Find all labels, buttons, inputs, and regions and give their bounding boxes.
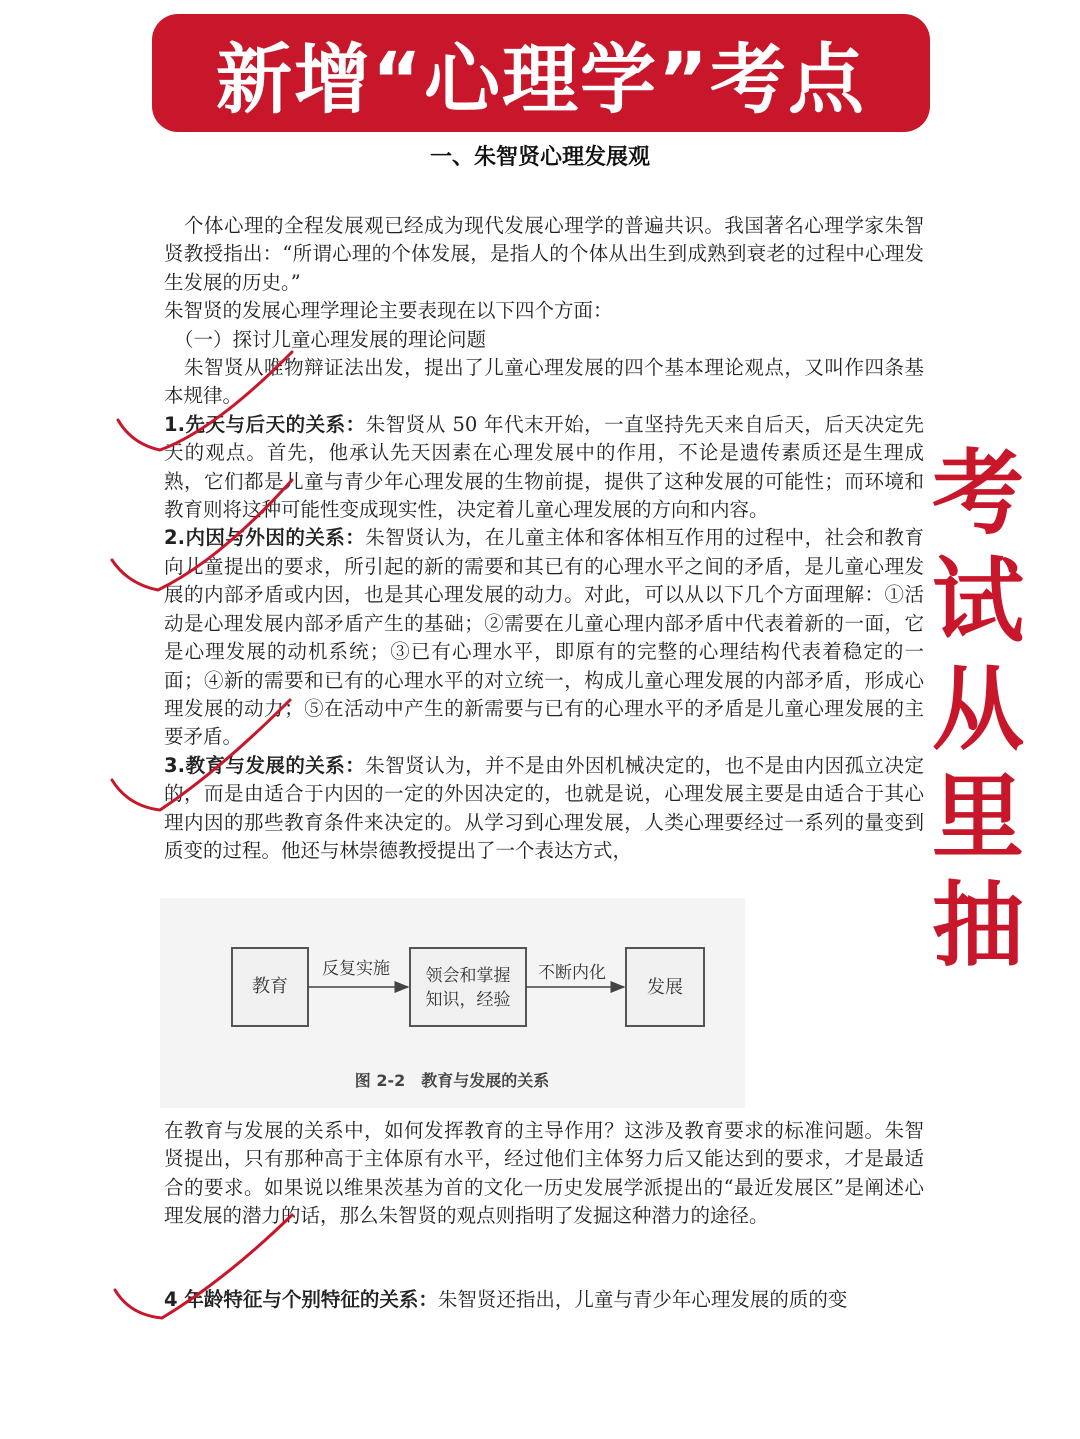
figure-caption: 图 2-2 教育与发展的关系 [354,1071,550,1090]
text-block-top [164,212,924,865]
aspects-paragraph: 朱智贤的发展心理学理论主要表现在以下四个方面： [164,299,613,323]
arrow-1-label: 反复实施 [322,959,390,979]
subheading-1: （一）探讨儿童心理发展的理论问题 [174,327,487,351]
arrow-2-label: 不断内化 [538,963,606,983]
box-education-label: 教育 [252,976,288,997]
point-3-title: 3.教育与发展的关系： [164,753,366,777]
side-note [930,440,1026,980]
point-2-title: 2.内因与外因的关系： [164,526,366,550]
side-char-5: 抽 [931,872,1024,979]
diagram-figure [160,898,745,1108]
point-2-body: 朱智贤认为，在儿童主体和客体相互作用的过程中，社会和教育向儿童提出的要求，所引起的新的需要和其已有的心理水平之间的矛盾，是儿童心理发展的内部矛盾或内因，也是其心理发展的动力。对此，可以从以下几个方面理解：①活动是心理发展内部矛盾产生的基础；②需要在儿童心理内部矛盾中代表着新的一面，它是心理发展的动机系统；③已有心理水平，即原有的完整的心理结构代表着稳定的一面；④新的需要和已有的心理水平的对立统一，构成儿童心理发展的内部矛盾，形成心理发展的动力；⑤在活动中产生的新需要与已有的心理水平的矛盾是儿童心理发展的主要矛盾。 [164,526,924,749]
after-figure-paragraph: 在教育与发展的关系中，如何发挥教育的主导作用？这涉及教育要求的标准问题。朱智贤提出，只有那种高于主体原有水平，经过他们主体努力后又能达到的要求，才是最适合的要求。如果说以维果茨基为首的文化一历史发展学派提出的“最近发展区”是阐述心理发展的潜力的话，那么朱智贤的观点则指明了发掘这种潜力的途径。 [164,1119,924,1228]
text-block-bottom [164,1117,924,1231]
intro-paragraph: 个体心理的全程发展观已经成为现代发展心理学的普遍共识。我国著名心理学家朱智贤教授指出：“所谓心理的个体发展，是指人的个体从出生到成熟到衰老的过程中心理发生发展的历史。” [164,214,924,294]
point-1 [164,411,924,525]
box-knowledge-line2: 知识，经验 [425,990,511,1010]
box-knowledge [410,948,526,1026]
box-knowledge-line1: 领会和掌握 [425,966,511,986]
sub1-paragraph: 朱智贤从唯物辩证法出发，提出了儿童心理发展的四个基本理论观点，又叫作四条基本规律。 [164,356,924,408]
side-char-3: 从 [931,656,1024,763]
point-3-body: 朱智贤认为，并不是由外因机械决定的，也不是由内因孤立决定的，而是由适合于内因的一定的外因决定的，也就是说，心理发展主要是由适合于其心理内因的那些教育条件来决定的。从学习到心理发展，人类心理要经过一系列的量变到质变的过程。他还与林崇德教授提出了一个表达方式， [164,753,924,862]
point-1-body: 朱智贤从 50 年代末开始，一直坚持先天来自后天，后天决定先天的观点。首先，他承认先天因素在心理发展中的作用，不论是遗传素质还是生理成熟，它们都是儿童与青少年心理发展的生物前提，提供了这种发展的可能性；而环境和教育则将这种可能性变成现实性，决定着儿童心理发展的方向和内容。 [164,412,924,522]
side-char-2: 试 [931,548,1024,655]
section-title: 一、朱智贤心理发展观 [429,145,650,170]
side-char-4: 里 [931,764,1024,871]
point-4 [164,1286,924,1314]
title-banner [152,14,930,132]
banner-title: 新增“心理学”考点 [216,34,866,124]
point-2 [164,524,924,751]
box-development-label: 发展 [647,977,683,998]
point-1-title: 1.先天与后天的关系： [164,412,366,436]
diagram-svg [160,898,745,1108]
point-4-body: 朱智贤还指出，儿童与青少年心理发展的质的变 [437,1288,848,1311]
side-char-1: 考 [931,440,1024,547]
point-3 [164,752,924,866]
text-block-point-4 [164,1286,924,1314]
point-4-title: 4 年龄特征与个别特征的关系： [164,1288,438,1311]
